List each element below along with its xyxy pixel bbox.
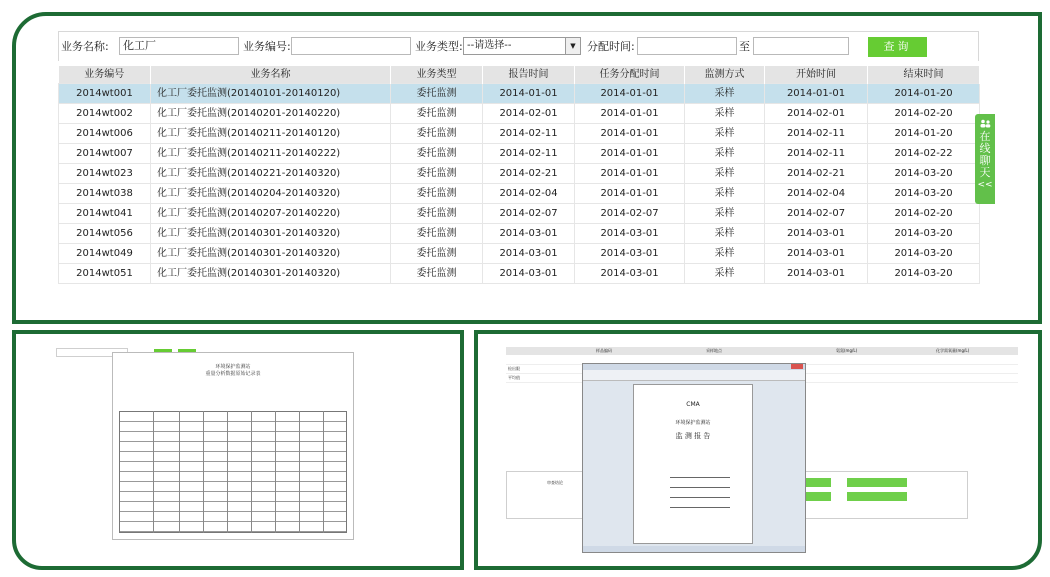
close-icon: [791, 364, 803, 369]
table-row[interactable]: [59, 244, 980, 264]
cell-name: 化工厂委托监测(20140301-20140320): [151, 244, 391, 264]
report-viewer-window: [582, 363, 806, 553]
cell-end: 2014-01-20: [868, 124, 980, 144]
query-button[interactable]: 查询: [868, 37, 927, 57]
cell-assign: 2014-03-01: [575, 264, 685, 284]
cell-method: 采样: [685, 204, 765, 224]
cell-assign: 2014-01-01: [575, 164, 685, 184]
cell-type: 委托监测: [391, 264, 483, 284]
cell-type: 委托监测: [391, 204, 483, 224]
chat-users-icon: [980, 119, 991, 128]
cell-assign: 2014-03-01: [575, 244, 685, 264]
cell-start: 2014-02-21: [765, 164, 868, 184]
cell-start: 2014-02-01: [765, 104, 868, 124]
collapse-chevron-icon[interactable]: <<: [977, 180, 993, 190]
mini-detect-limit-label: 检出限: [508, 366, 520, 371]
column-header[interactable]: 业务名称: [151, 66, 391, 84]
cell-end: 2014-03-20: [868, 224, 980, 244]
cell-type: 委托监测: [391, 144, 483, 164]
cell-start: 2014-03-01: [765, 224, 868, 244]
cell-end: 2014-03-20: [868, 244, 980, 264]
cell-report: 2014-02-11: [483, 144, 575, 164]
table-row[interactable]: [59, 144, 980, 164]
column-header[interactable]: 业务类型: [391, 66, 483, 84]
mini-col-cod: 化学需氧量(mg/L): [936, 348, 970, 353]
cell-name: 化工厂委托监测(20140204-20140320): [151, 184, 391, 204]
cell-end: 2014-02-22: [868, 144, 980, 164]
cell-code: 2014wt007: [59, 144, 151, 164]
cell-method: 采样: [685, 124, 765, 144]
cell-report: 2014-03-01: [483, 264, 575, 284]
table-row[interactable]: [59, 164, 980, 184]
column-header[interactable]: 报告时间: [483, 66, 575, 84]
table-row[interactable]: [59, 204, 980, 224]
cell-method: 采样: [685, 224, 765, 244]
cell-report: 2014-02-01: [483, 104, 575, 124]
cell-name: 化工厂委托监测(20140211-20140222): [151, 144, 391, 164]
assign-time-label: 分配时间:: [587, 40, 635, 53]
cell-assign: 2014-03-01: [575, 224, 685, 244]
cell-name: 化工厂委托监测(20140301-20140320): [151, 224, 391, 244]
cell-end: 2014-02-20: [868, 204, 980, 224]
cell-assign: 2014-01-01: [575, 184, 685, 204]
cell-report: 2014-02-04: [483, 184, 575, 204]
cell-code: 2014wt056: [59, 224, 151, 244]
table-body: [59, 84, 980, 284]
cell-report: 2014-02-11: [483, 124, 575, 144]
mini-results-header: [506, 347, 1018, 355]
doc-org-title: 环境保护监测站: [215, 364, 251, 370]
online-chat-tab[interactable]: [975, 114, 995, 204]
cell-end: 2014-03-20: [868, 184, 980, 204]
cma-logo: CMA: [686, 401, 700, 408]
column-header[interactable]: 任务分配时间: [575, 66, 685, 84]
doc-subtitle: 重量分析数据原始记录表: [205, 371, 261, 377]
business-table: [58, 66, 979, 284]
business-name-label: 业务名称:: [61, 40, 109, 53]
chat-tab-char: 在: [979, 130, 991, 143]
business-code-input[interactable]: [291, 37, 411, 55]
cell-end: 2014-02-20: [868, 104, 980, 124]
cell-start: 2014-02-04: [765, 184, 868, 204]
mini-green-chip: [847, 478, 907, 487]
mini-col-site: 采样地点: [706, 348, 722, 353]
cell-type: 委托监测: [391, 124, 483, 144]
cell-method: 采样: [685, 164, 765, 184]
column-header[interactable]: 结束时间: [868, 66, 980, 84]
cell-type: 委托监测: [391, 104, 483, 124]
business-type-label: 业务类型:: [415, 40, 463, 53]
table-row[interactable]: [59, 264, 980, 284]
report-preview-frame: [474, 330, 1042, 570]
business-name-input[interactable]: 化工厂: [119, 37, 239, 55]
cell-end: 2014-03-20: [868, 264, 980, 284]
search-bar: [58, 31, 979, 61]
mini-col-ammonia: 氨氮(mg/L): [836, 348, 858, 353]
cell-assign: 2014-01-01: [575, 124, 685, 144]
chat-tab-char: 线: [979, 142, 991, 155]
cell-code: 2014wt001: [59, 84, 151, 104]
cell-start: 2014-03-01: [765, 264, 868, 284]
cell-code: 2014wt038: [59, 184, 151, 204]
cell-code: 2014wt049: [59, 244, 151, 264]
cell-code: 2014wt041: [59, 204, 151, 224]
cell-name: 化工厂委托监测(20140201-20140220): [151, 104, 391, 124]
business-code-label: 业务编号:: [243, 40, 291, 53]
cell-report: 2014-03-01: [483, 224, 575, 244]
cell-method: 采样: [685, 144, 765, 164]
column-header[interactable]: 监测方式: [685, 66, 765, 84]
cell-assign: 2014-01-01: [575, 84, 685, 104]
data-record-document: [112, 352, 354, 540]
chat-tab-char: 天: [979, 166, 991, 179]
cell-method: 采样: [685, 104, 765, 124]
cell-name: 化工厂委托监测(20140301-20140320): [151, 264, 391, 284]
cell-report: 2014-01-01: [483, 84, 575, 104]
cell-type: 委托监测: [391, 244, 483, 264]
cell-assign: 2014-02-07: [575, 204, 685, 224]
cell-code: 2014wt023: [59, 164, 151, 184]
to-label: 至: [739, 40, 750, 53]
data-record-preview-frame: [12, 330, 464, 570]
cell-assign: 2014-01-01: [575, 104, 685, 124]
viewer-statusbar: [583, 546, 805, 552]
cell-report: 2014-02-07: [483, 204, 575, 224]
chat-tab-char: 聊: [979, 154, 991, 167]
cell-name: 化工厂委托监测(20140207-20140220): [151, 204, 391, 224]
cell-type: 委托监测: [391, 184, 483, 204]
cell-start: 2014-02-07: [765, 204, 868, 224]
cell-code: 2014wt002: [59, 104, 151, 124]
assign-time-from-input[interactable]: [637, 37, 737, 55]
cell-method: 采样: [685, 84, 765, 104]
table-row[interactable]: [59, 124, 980, 144]
cell-start: 2014-02-11: [765, 144, 868, 164]
cell-name: 化工厂委托监测(20140211-20140120): [151, 124, 391, 144]
cell-end: 2014-01-20: [868, 84, 980, 104]
cell-code: 2014wt051: [59, 264, 151, 284]
cell-report: 2014-03-01: [483, 244, 575, 264]
mini-average-label: 平均值: [508, 375, 520, 380]
table-row[interactable]: [59, 84, 980, 104]
chevron-down-icon[interactable]: ▼: [565, 38, 580, 54]
cell-start: 2014-01-01: [765, 84, 868, 104]
cell-method: 采样: [685, 184, 765, 204]
cell-report: 2014-02-21: [483, 164, 575, 184]
business-type-select[interactable]: [463, 37, 581, 55]
mini-review-label: 审查结论: [547, 480, 563, 485]
business-type-value: --请选择--: [467, 40, 512, 51]
cell-type: 委托监测: [391, 84, 483, 104]
cell-assign: 2014-01-01: [575, 144, 685, 164]
viewer-toolbar: [583, 370, 805, 381]
cell-type: 委托监测: [391, 224, 483, 244]
report-title: 监 测 报 告: [675, 432, 711, 440]
mini-col-sample-code: 样品编码: [596, 348, 612, 353]
table-row[interactable]: [59, 184, 980, 204]
table-row[interactable]: [59, 104, 980, 124]
cell-end: 2014-03-20: [868, 164, 980, 184]
cell-method: 采样: [685, 244, 765, 264]
report-org: 环境保护监测站: [675, 420, 711, 426]
cell-name: 化工厂委托监测(20140101-20140120): [151, 84, 391, 104]
cell-code: 2014wt006: [59, 124, 151, 144]
cell-name: 化工厂委托监测(20140221-20140320): [151, 164, 391, 184]
table-header-row: [59, 66, 980, 84]
mini-green-chip: [847, 492, 907, 501]
cell-start: 2014-03-01: [765, 244, 868, 264]
column-header[interactable]: 业务编号: [59, 66, 151, 84]
table-row[interactable]: [59, 224, 980, 244]
column-header[interactable]: 开始时间: [765, 66, 868, 84]
assign-time-to-input[interactable]: [753, 37, 849, 55]
cell-method: 采样: [685, 264, 765, 284]
cell-start: 2014-02-11: [765, 124, 868, 144]
report-page: [633, 384, 753, 544]
cell-type: 委托监测: [391, 164, 483, 184]
